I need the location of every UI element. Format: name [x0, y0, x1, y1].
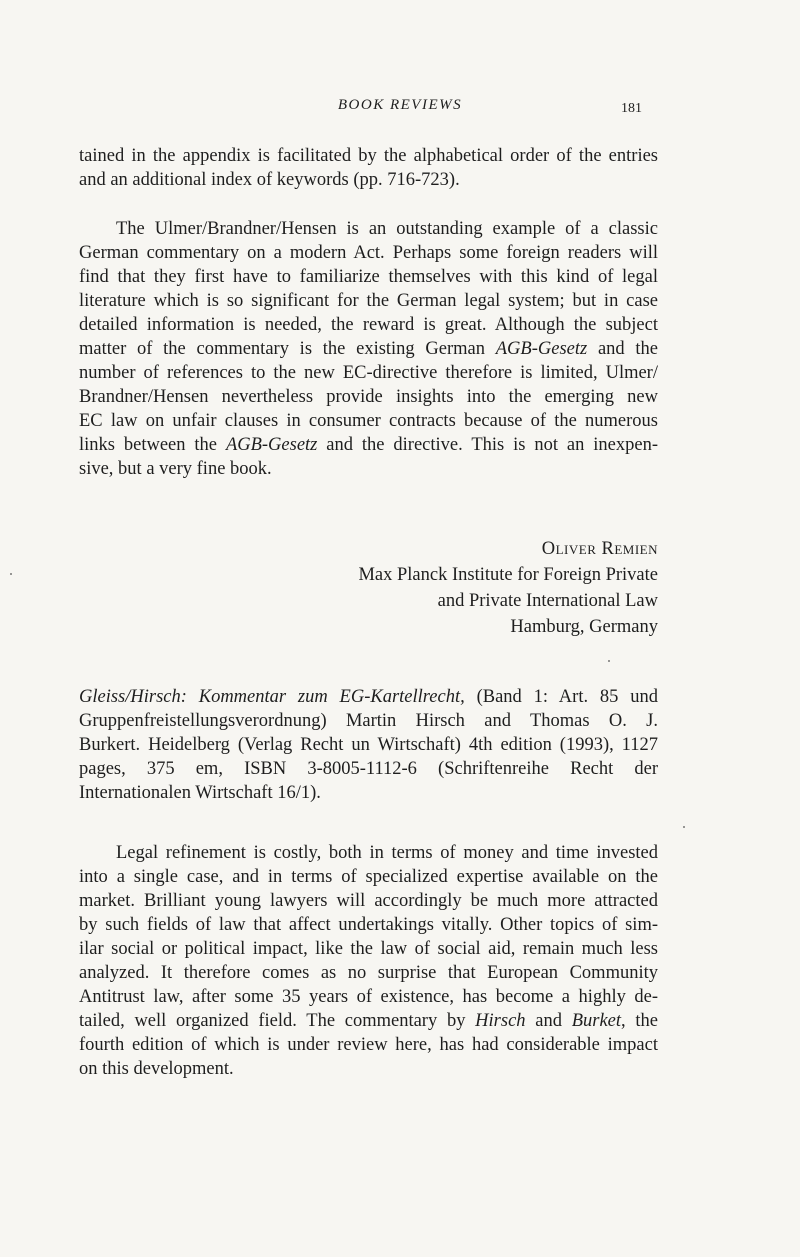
- text-line: ilar social or political impact, like the law of social aid, remain much less: [79, 939, 658, 959]
- text-line: Gruppenfreistellungsverordnung) Martin Hirsch and Thomas O. J.: [79, 711, 658, 731]
- text-line: find that they first have to familiarize themselves with this kind of legal: [79, 267, 658, 287]
- text-line: EC law on unfair clauses in consumer contracts because of the numerous: [79, 411, 658, 431]
- text-line: and an additional index of keywords (pp. 716-723).: [79, 170, 460, 190]
- reviewer-location: Hamburg, Germany: [510, 617, 658, 637]
- text-line: Gleiss/Hirsch: Kommentar zum EG-Kartellrecht, (Band 1: Art. 85 und: [79, 687, 658, 707]
- text-line: literature which is so significant for the German legal system; but in case: [79, 291, 658, 311]
- scan-speck: [608, 660, 610, 662]
- text-line: links between the AGB-Gesetz and the directive. This is not an inexpen-: [79, 435, 658, 455]
- text-line: Burkert. Heidelberg (Verlag Recht un Wirtschaft) 4th edition (1993), 1127: [79, 735, 658, 755]
- text-line: detailed information is needed, the reward is great. Although the subject: [79, 315, 658, 335]
- text-line: Antitrust law, after some 35 years of existence, has become a highly de-: [79, 987, 658, 1007]
- text-line: into a single case, and in terms of specialized expertise available on the: [79, 867, 658, 887]
- text-line: Internationalen Wirtschaft 16/1).: [79, 783, 321, 803]
- text-line: The Ulmer/Brandner/Hensen is an outstanding example of a classic: [116, 219, 658, 239]
- reviewer-signature: [300, 536, 658, 640]
- text-line: sive, but a very fine book.: [79, 459, 272, 479]
- running-head: BOOK REVIEWS: [337, 97, 463, 113]
- reviewer-name: Oliver Remien: [541, 539, 658, 559]
- continuation-paragraph: [79, 144, 658, 192]
- text-line: analyzed. It therefore comes as no surprise that European Community: [79, 963, 658, 983]
- text-line: by such fields of law that affect undertakings vitally. Other topics of sim-: [79, 915, 658, 935]
- text-line: number of references to the new EC-directive therefore is limited, Ulmer/: [79, 363, 658, 383]
- text-line: fourth edition of which is under review here, has had considerable impact: [79, 1035, 658, 1055]
- text-line: on this development.: [79, 1059, 234, 1079]
- reviewer-affiliation: and Private International Law: [437, 591, 658, 611]
- reviewer-affiliation: Max Planck Institute for Foreign Private: [358, 565, 658, 585]
- scan-speck: [683, 826, 685, 828]
- text-line: matter of the commentary is the existing German AGB-Gesetz and the: [79, 339, 658, 359]
- review-body-paragraph: [79, 841, 658, 1081]
- text-line: tailed, well organized field. The commentary by Hirsch and Burket, the: [79, 1011, 658, 1031]
- scan-speck: [10, 573, 12, 575]
- text-line: Brandner/Hensen nevertheless provide insights into the emerging new: [79, 387, 658, 407]
- text-line: market. Brilliant young lawyers will accordingly be much more attracted: [79, 891, 658, 911]
- text-line: Legal refinement is costly, both in terms of money and time invested: [116, 843, 658, 863]
- text-line: pages, 375 em, ISBN 3-8005-1112-6 (Schriftenreihe Recht der: [79, 759, 658, 779]
- text-line: German commentary on a modern Act. Perhaps some foreign readers will: [79, 243, 658, 263]
- page-number: 181: [621, 101, 642, 116]
- review-conclusion-paragraph: [79, 217, 658, 481]
- book-citation: [79, 685, 658, 805]
- text-line: tained in the appendix is facilitated by the alphabetical order of the entries: [79, 146, 658, 166]
